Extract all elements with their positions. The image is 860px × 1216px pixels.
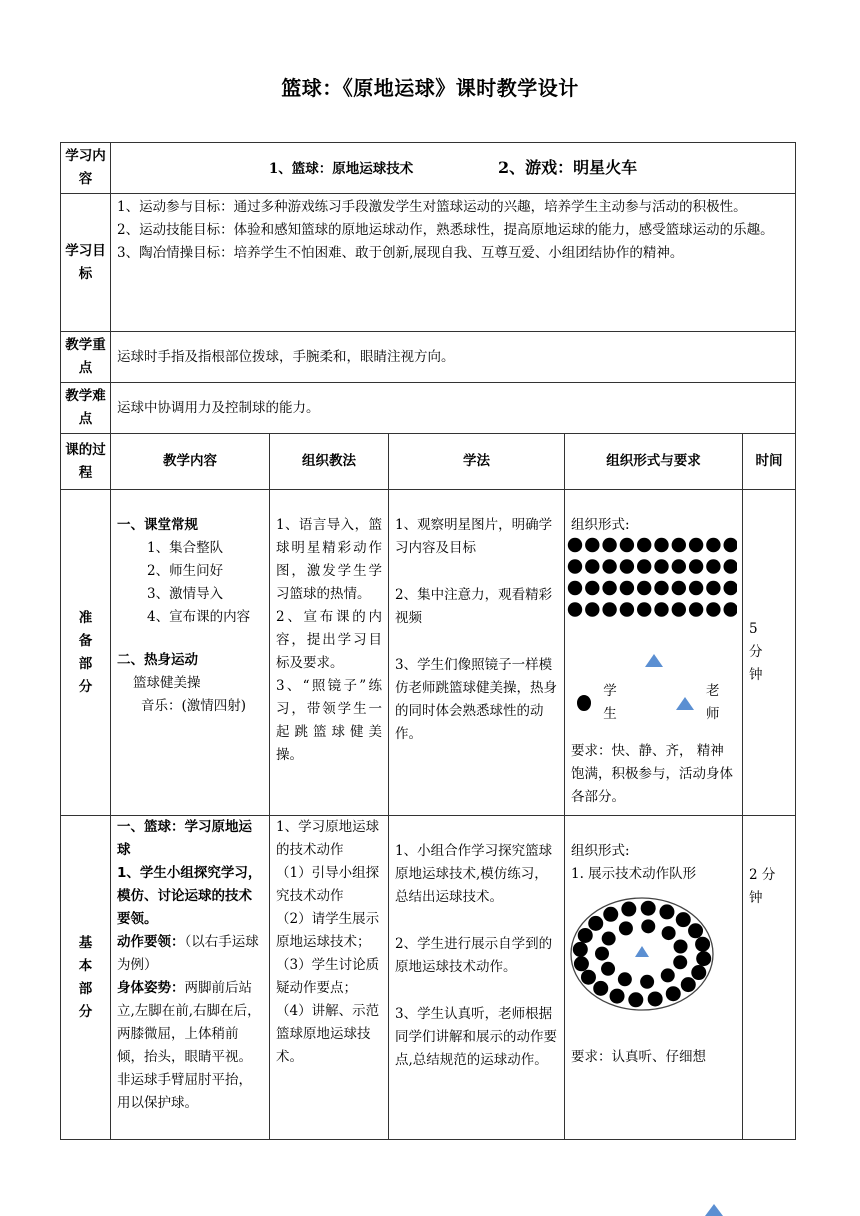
difficulty: 运球中协调用力及控制球的能力。 [111,383,796,434]
student-dot [618,972,632,986]
student-dot [681,977,696,992]
prep-org [565,490,743,816]
student-dot [648,991,663,1006]
prep-learning-1: 1、观察明星图片，明确学习内容及目标 [395,517,553,556]
prep-item-4: 4、宣布课的内容 [147,609,251,625]
prep-heading-1: 一、课堂常规 [117,517,198,533]
student-dot [706,581,720,595]
student-dot [602,559,616,573]
basic-time: 2 分 钟 [743,816,796,1140]
objective-1: 1、运动参与目标：通过多种游戏练习手段激发学生对篮球运动的兴趣，培养学生主动参与活动的积极性。 [117,199,747,215]
student-dot [637,559,651,573]
student-dot [654,602,668,616]
prep-time: 5 分 钟 [743,490,796,816]
student-dot [724,538,738,552]
student-dot [620,538,634,552]
header-learning: 学法 [389,434,565,490]
learning-content-item-2: 2、游戏：明星火车 [498,157,638,177]
prep-warmup-1: 篮球健美操 [133,675,201,691]
prep-learning-3: 3、学生们像照镜子一样模仿老师跳篮球健美操，热身的同时体会熟悉球性的动作。 [395,657,557,742]
basic-requirement: 要求：认真听、仔细想 [571,1049,706,1065]
student-dot [689,559,703,573]
header-method: 组织教法 [270,434,389,490]
basic-method-3: （2）请学生展示原地运球技术； [276,911,380,950]
prep-heading-2: 二、热身运动 [117,652,198,668]
student-dot [695,937,710,952]
key-points-label: 动作要领： [117,934,185,950]
label-objectives: 学习目标 [61,194,111,332]
student-dot [593,981,608,996]
basic-org-item: 1. 展示技术动作队形 [571,866,697,882]
student-dot [585,559,599,573]
prep-method: 1、语言导入，篮球明星精彩动作图，激发学生学习篮球的热情。 2、宣布课的内容，提出学习目标及要求。 3、“照镜子”练习，带领学生一起跳篮球健美操。 [270,490,389,816]
basic-heading-1: 一、篮球：学习原地运球 [117,819,252,858]
student-dot [588,916,603,931]
basic-learning [389,816,565,1140]
student-dot [620,602,634,616]
row-objectives [61,194,796,332]
student-dot [581,970,596,985]
row-key-point [61,332,796,383]
student-formation-grid [567,537,737,619]
student-dot [602,932,616,946]
student-dot [641,919,655,933]
student-dot [602,581,616,595]
basic-method-5: （4）讲解、示范篮球原地运球技术。 [276,1003,380,1065]
row-basic [61,816,796,1140]
prep-item-3: 3、激情导入 [147,586,224,602]
student-dot [628,992,643,1007]
student-dot [637,602,651,616]
prep-learning [389,490,565,816]
header-org: 组织形式与要求 [565,434,743,490]
student-dot [654,538,668,552]
student-dot [672,602,686,616]
student-dot [706,559,720,573]
basic-org-label: 组织形式: [571,843,630,859]
learning-content-item-1: 1、篮球：原地运球技术 [268,160,414,177]
circle-formation-diagram [569,892,719,1016]
student-dot [696,951,711,966]
student-dot [640,975,654,989]
student-dot [637,581,651,595]
student-dot [706,602,720,616]
prep-warmup-2: 音乐：(激情四射) [141,698,247,714]
student-dot [574,956,589,971]
student-dot [610,989,625,1004]
student-dot [672,559,686,573]
teacher-legend-icon [676,697,694,710]
legend-teacher: 老师 [706,683,720,722]
student-dot [661,968,675,982]
teacher-icon-bottom [705,1204,723,1216]
prep-learning-2: 2、集中注意力，观看精彩视频 [395,587,553,626]
prep-item-1: 1、集合整队 [147,540,224,556]
lesson-plan-table [60,142,796,1140]
row-headers [61,434,796,490]
row-prep [61,490,796,816]
basic-content [111,816,270,1140]
basic-learning-1: 1、小组合作学习探究篮球原地运球技术,模仿练习，总结出运球技术。 [395,843,553,905]
student-dot [688,923,703,938]
student-dot [724,581,738,595]
row-learning-content [61,143,796,194]
prep-requirement: 要求：快、静、齐， 精神饱满，积极参与，活动身体各部分。 [571,743,733,805]
page-title: 篮球：《原地运球》课时教学设计 [281,76,579,100]
student-dot [654,581,668,595]
basic-method-2: （1）引导小组探究技术动作 [276,865,380,904]
header-content: 教学内容 [111,434,270,490]
student-dot [602,538,616,552]
student-dot [602,602,616,616]
label-process: 课的过程 [61,434,111,490]
student-dot [724,559,738,573]
student-dot [585,602,599,616]
student-dot [666,986,681,1001]
objective-3: 3、陶冶情操目标：培养学生不怕困难、敢于创新,展现自我、互尊互爱、小组团结协作的精神。 [117,245,684,261]
header-time: 时间 [743,434,796,490]
basic-method-1: 1、学习原地运球的技术动作 [276,819,380,858]
student-dot [676,912,691,927]
label-difficulty: 教学难点 [61,383,111,434]
student-dot [603,907,618,922]
formation-legend [571,680,736,726]
objectives-cell [111,194,796,332]
student-dot [568,581,582,595]
student-dot [637,538,651,552]
basic-org [565,816,743,1140]
student-dot [674,939,688,953]
basic-learning-3: 3、学生认真听，老师根据同学们讲解和展示的动作要点,总结规范的运球动作。 [395,1006,557,1068]
legend-student: 学生 [603,683,617,722]
student-dot [568,602,582,616]
student-dot [568,538,582,552]
student-dot [585,581,599,595]
student-dot [568,559,582,573]
basic-heading-2: 1、学生小组探究学习，模仿、讨论运球的技术要领。 [117,865,262,927]
label-learning-content: 学习内容 [61,143,111,194]
basic-method [270,816,389,1140]
objective-2: 2、运动技能目标：体验和感知篮球的原地运球动作，熟悉球性，提高原地运球的能力，感受篮球运动的乐趣。 [117,222,774,238]
student-dot [621,902,636,917]
student-dot [578,928,593,943]
student-dot [689,602,703,616]
student-dot [654,559,668,573]
student-dot [585,538,599,552]
key-point: 运球时手指及指根部位拨球，手腕柔和，眼睛注视方向。 [111,332,796,383]
prep-org-label: 组织形式: [571,517,630,533]
label-key-point: 教学重点 [61,332,111,383]
section-prep: 准备部分 [61,490,111,816]
posture-label: 身体姿势： [117,980,185,996]
teacher-icon [645,654,663,667]
student-dot [659,904,674,919]
key-points-text: （以右手运球为例） [117,934,259,973]
prep-content [111,490,270,816]
student-dot [601,962,615,976]
learning-content [111,143,796,194]
posture-text: 两脚前后站立,左脚在前,右脚在后，两膝微屈，上体稍前倾，抬头，眼睛平视。非运球手臂屈肘平抬，用以保护球。 [117,980,261,1111]
student-dot [672,581,686,595]
prep-item-2: 2、师生问好 [147,563,224,579]
student-dot [620,581,634,595]
student-dot [619,921,633,935]
student-dot [691,965,706,980]
basic-learning-2: 2、学生进行展示自学到的原地运球技术动作。 [395,936,553,975]
row-difficulty [61,383,796,434]
student-dot [689,581,703,595]
basic-method-4: （3）学生讨论质疑动作要点； [276,957,380,996]
student-dot [672,538,686,552]
teacher-center-icon [635,946,649,957]
student-dot [724,602,738,616]
student-dot [706,538,720,552]
student-dot [673,955,687,969]
student-dot [641,901,656,916]
student-icon [577,695,591,711]
student-dot [573,942,588,957]
student-dot [689,538,703,552]
section-basic: 基本部分 [61,816,111,1140]
student-dot [620,559,634,573]
student-dot [662,926,676,940]
student-dot [595,947,609,961]
